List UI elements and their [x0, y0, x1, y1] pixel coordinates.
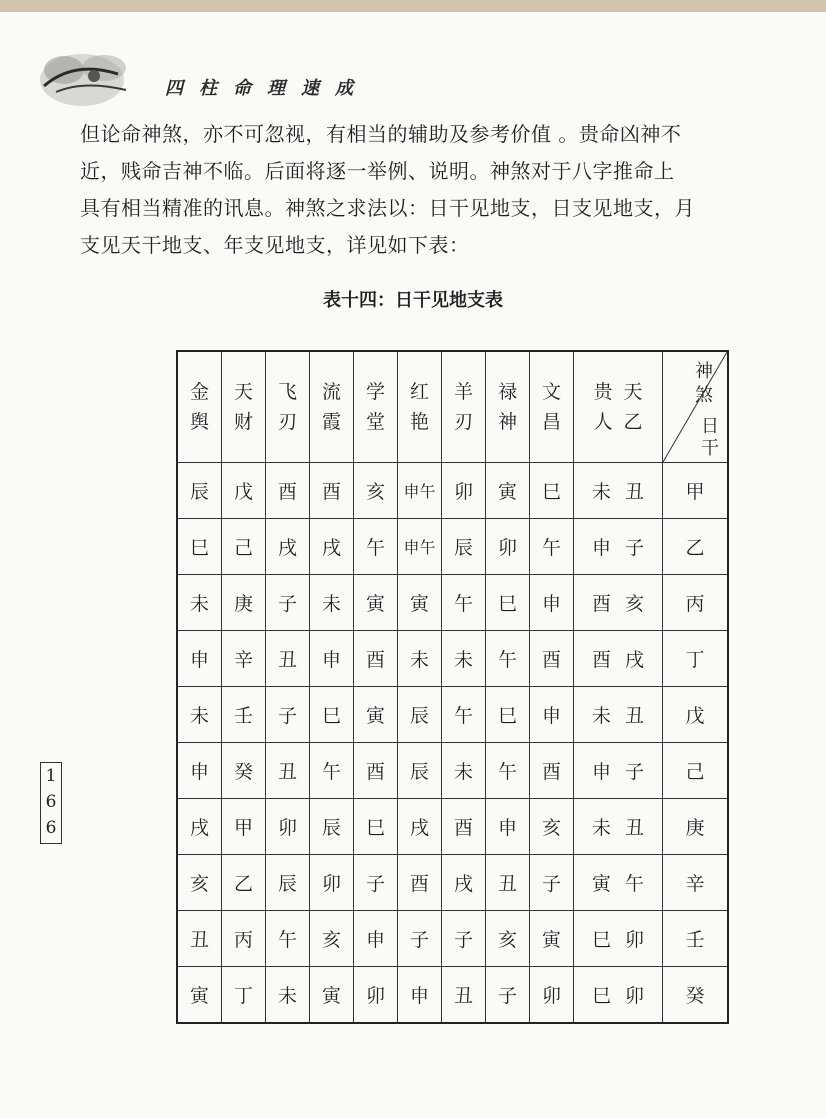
table-cell-guiren-tianyi: 巳 卯: [574, 911, 663, 967]
table-cell: 丁: [222, 967, 266, 1024]
table-cell: 午: [442, 687, 486, 743]
column-header: 金舆: [177, 351, 222, 463]
table-row: [177, 855, 728, 911]
table-row: [177, 631, 728, 687]
table-cell: 戌: [442, 855, 486, 911]
table-cell: 戊: [222, 463, 266, 519]
table-row: [177, 799, 728, 855]
table-cell: 巳: [486, 687, 530, 743]
table-cell: 巳: [177, 519, 222, 575]
paragraph-line: 具有相当精准的讯息。神煞之求法以：日干见地支，日支见地支，月: [80, 196, 695, 220]
table-cell: 酉: [442, 799, 486, 855]
table-cell: 丑: [177, 911, 222, 967]
table-cell: 子: [354, 855, 398, 911]
table-cell: 己: [222, 519, 266, 575]
table-cell-guiren-tianyi: 酉 戌: [574, 631, 663, 687]
table-row: [177, 575, 728, 631]
column-header: 流霞: [310, 351, 354, 463]
table-cell: 庚: [222, 575, 266, 631]
table-cell: 午: [530, 519, 574, 575]
table-cell: 申: [398, 967, 442, 1024]
table-cell: 甲: [222, 799, 266, 855]
table-cell: 子: [442, 911, 486, 967]
table-cell: 丙: [222, 911, 266, 967]
table-cell: 亥: [354, 463, 398, 519]
table-cell: 申: [177, 631, 222, 687]
page-number-digit: [41, 763, 61, 841]
table-cell: 寅: [310, 967, 354, 1024]
table-cell: 卯: [310, 855, 354, 911]
table-cell: 亥: [486, 911, 530, 967]
header-ornament-logo: [34, 40, 154, 114]
shensha-table: [176, 350, 729, 1024]
table-header-row: [177, 351, 728, 463]
table-row: [177, 911, 728, 967]
table-cell: 卯: [354, 967, 398, 1024]
table-cell-day-stem: 乙: [663, 519, 729, 575]
table-cell: 子: [266, 687, 310, 743]
table-cell: 巳: [310, 687, 354, 743]
corner-diagonal-header: [663, 351, 729, 463]
table-cell-day-stem: 丁: [663, 631, 729, 687]
table-cell: 辰: [266, 855, 310, 911]
table-cell: 酉: [354, 631, 398, 687]
table-cell: 子: [398, 911, 442, 967]
table-cell: 戌: [398, 799, 442, 855]
table-cell: 辛: [222, 631, 266, 687]
table-cell-guiren-tianyi: 未 丑: [574, 799, 663, 855]
table-cell: 未: [177, 687, 222, 743]
table-cell: 未: [266, 967, 310, 1024]
column-header: 天财: [222, 351, 266, 463]
table-row: [177, 463, 728, 519]
table-cell-guiren-tianyi: 未 丑: [574, 687, 663, 743]
table-cell: 申: [177, 743, 222, 799]
table-cell: 戌: [177, 799, 222, 855]
table-row: [177, 687, 728, 743]
table-cell: 丑: [266, 743, 310, 799]
table-cell: 酉: [266, 463, 310, 519]
table-cell-guiren-tianyi: 巳 卯: [574, 967, 663, 1024]
table-cell: 午: [442, 575, 486, 631]
table-cell-guiren-tianyi: 寅 午: [574, 855, 663, 911]
table-cell: 申: [310, 631, 354, 687]
table-cell: 未: [442, 743, 486, 799]
table-cell: 巳: [530, 463, 574, 519]
table-cell: 卯: [530, 967, 574, 1024]
paragraph-line: 但论命神煞，亦不可忽视，有相当的辅助及参考价值 。贵命凶神不: [80, 122, 682, 146]
table-cell-day-stem: 癸: [663, 967, 729, 1024]
table-cell: 未: [398, 631, 442, 687]
table-cell: 午: [266, 911, 310, 967]
table-cell-day-stem: 甲: [663, 463, 729, 519]
column-header: 学堂: [354, 351, 398, 463]
table-cell: 申: [354, 911, 398, 967]
table-cell: 卯: [486, 519, 530, 575]
table-cell: 午: [310, 743, 354, 799]
table-cell: 寅: [398, 575, 442, 631]
table-cell: 午: [354, 519, 398, 575]
table-cell: 戌: [310, 519, 354, 575]
page-number-digit: 6: [45, 818, 57, 838]
corner-label-rigan: 日干: [701, 416, 719, 459]
table-cell: 卯: [442, 463, 486, 519]
table-cell: 乙: [222, 855, 266, 911]
table-cell-guiren-tianyi: 未 丑: [574, 463, 663, 519]
table-cell: 酉: [310, 463, 354, 519]
table-cell: 申: [530, 575, 574, 631]
table-cell: 子: [530, 855, 574, 911]
table-cell-guiren-tianyi: 申 子: [574, 743, 663, 799]
table-cell: 酉: [398, 855, 442, 911]
table-cell: 寅: [354, 575, 398, 631]
table-cell: 寅: [530, 911, 574, 967]
table-cell: 亥: [530, 799, 574, 855]
table-cell: 辰: [310, 799, 354, 855]
table-cell: 未: [310, 575, 354, 631]
table-cell: 酉: [530, 631, 574, 687]
table-cell-day-stem: 辛: [663, 855, 729, 911]
table-cell: 未: [442, 631, 486, 687]
table-cell: 卯: [266, 799, 310, 855]
table-cell: 癸: [222, 743, 266, 799]
table-cell-guiren-tianyi: 酉 亥: [574, 575, 663, 631]
table-cell: 寅: [486, 463, 530, 519]
paragraph-line: 近，贱命吉神不临。后面将逐一举例、说明。神煞对于八字推命上: [80, 159, 675, 183]
top-edge-bar: [0, 0, 826, 12]
table-cell-day-stem: 壬: [663, 911, 729, 967]
running-header-title: 四柱命理速成: [165, 78, 369, 99]
column-header: 红艳: [398, 351, 442, 463]
table-cell: 巳: [486, 575, 530, 631]
column-header: 飞刃: [266, 351, 310, 463]
body-paragraph: [80, 116, 770, 264]
table-cell: 子: [266, 575, 310, 631]
page-number-digit: 6: [45, 792, 57, 812]
table-cell-guiren-tianyi: 申 子: [574, 519, 663, 575]
table-cell: 未: [177, 575, 222, 631]
paragraph-line: 支见天干地支、年支见地支，详见如下表：: [80, 233, 470, 257]
table-cell: 申: [486, 799, 530, 855]
table-cell: 辰: [398, 743, 442, 799]
column-header-guiren-tianyi: 贵人天乙: [574, 351, 663, 463]
page-number: [40, 762, 62, 844]
table-title: 表十四：日干见地支表: [323, 290, 503, 311]
table-cell: 申: [530, 687, 574, 743]
table-cell-day-stem: 庚: [663, 799, 729, 855]
table-row: [177, 519, 728, 575]
table-row: [177, 967, 728, 1024]
table-cell: 寅: [354, 687, 398, 743]
table-cell: 戌: [266, 519, 310, 575]
column-header: 羊刃: [442, 351, 486, 463]
table-cell: 丑: [486, 855, 530, 911]
table-cell: 子: [486, 967, 530, 1024]
table-row: [177, 743, 728, 799]
table-cell: 午: [486, 743, 530, 799]
table-cell: 酉: [530, 743, 574, 799]
table-cell: 辰: [177, 463, 222, 519]
table-cell: 丑: [266, 631, 310, 687]
table-cell: 酉: [354, 743, 398, 799]
table-cell: 丑: [442, 967, 486, 1024]
column-header: 禄神: [486, 351, 530, 463]
table-cell: 寅: [177, 967, 222, 1024]
corner-label-shensha: 神煞: [695, 361, 713, 406]
table-cell: 辰: [398, 687, 442, 743]
table-cell: 午: [486, 631, 530, 687]
table-cell-day-stem: 丙: [663, 575, 729, 631]
table-cell: 亥: [177, 855, 222, 911]
table-cell: 亥: [310, 911, 354, 967]
table-cell: 申午: [398, 519, 442, 575]
table-cell: 辰: [442, 519, 486, 575]
table-cell-day-stem: 戊: [663, 687, 729, 743]
page-number-digit: 1: [45, 766, 57, 786]
column-header: 文昌: [530, 351, 574, 463]
table-cell-day-stem: 己: [663, 743, 729, 799]
table-cell: 巳: [354, 799, 398, 855]
table-cell: 申午: [398, 463, 442, 519]
table-cell: 壬: [222, 687, 266, 743]
